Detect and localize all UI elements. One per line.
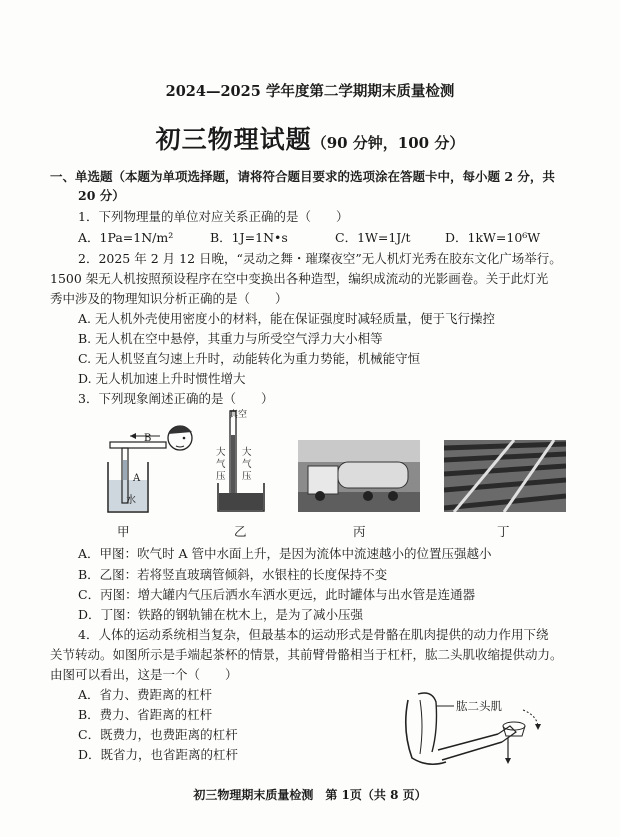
q4-option-a: A．省力、费距离的杠杆 (78, 687, 213, 702)
fig-jia-label-a: A (133, 473, 141, 484)
caption-yi: 乙 (234, 524, 247, 539)
q4-stem-line1: 4．人体的运动系统相当复杂，但最基本的运动形式是骨骼在肌肉提供的动力作用下绕 (78, 627, 549, 642)
fig-jia-label-b: B (144, 433, 152, 444)
q4-option-d: D．既省力，也省距离的杠杆 (78, 747, 239, 762)
q2-option-a: A. 无人机外壳使用密度小的材料，能在保证强度时减轻质量，便于飞行操控 (78, 311, 495, 326)
caption-bing: 丙 (353, 524, 366, 539)
caption-jia: 甲 (117, 524, 130, 539)
q1-option-d: D．1kW=10⁶W (445, 230, 541, 245)
caption-ding: 丁 (497, 524, 510, 539)
figure-ding-railway-photo (444, 440, 566, 512)
section-heading-cont: 20 分） (78, 188, 125, 203)
figure-arm-lever (398, 680, 548, 775)
fig-yi-label-atm-right: 大气压 (242, 447, 252, 482)
q2-option-b: B. 无人机在空中悬停，其重力与所受空气浮力大小相等 (78, 331, 383, 346)
figure-jia (100, 410, 200, 520)
q1-option-a: A．1Pa=1N/m² (78, 230, 174, 245)
fig-yi-label-atm-left: 大气压 (216, 447, 226, 482)
q3-option-d: D．丁图：铁路的钢轨铺在枕木上，是为了减小压强 (78, 607, 364, 622)
q2-option-d: D. 无人机加速上升时惯性增大 (78, 371, 246, 386)
q2-option-c: C. 无人机竖直匀速上升时，动能转化为重力势能，机械能守恒 (78, 351, 421, 366)
q4-stem-line3: 由图可以看出，这是一个（ ） (50, 667, 238, 682)
q3-option-a: A．甲图：吹气时 A 管中水面上升，是因为流体中流速越小的位置压强越小 (78, 546, 492, 561)
q4-option-b: B．费力、省距离的杠杆 (78, 707, 213, 722)
exam-meta: （90 分钟，100 分） (311, 134, 465, 152)
q3-option-c: C．丙图：增大罐内气压后洒水车洒水更远，此时罐体与出水管是连通器 (78, 587, 476, 602)
q2-stem-line3: 秀中涉及的物理知识分析正确的是（ ） (50, 291, 288, 306)
fig-arm-label-biceps: 肱二头肌 (456, 699, 502, 713)
q2-stem-line2: 1500 架无人机按照预设程序在空中变换出各种造型，编织成流动的光影画卷。关于此灯光 (50, 271, 549, 286)
figure-bing-truck-photo (298, 440, 420, 512)
q1-option-c: C．1W=1J/t (335, 230, 411, 245)
exam-title-block (0, 120, 620, 156)
fig-jia-label-water: 水 (126, 495, 136, 506)
exam-period-title: 2024—2025 学年度第二学期期末质量检测 (165, 83, 455, 100)
q4-stem-line2: 关节转动。如图所示是手端起茶杯的情景，其前臂骨骼相当于杠杆，肱二头肌收缩提供动力。 (50, 647, 563, 662)
q2-stem-line1: 2．2025 年 2 月 12 日晚，“灵动之舞・璀璨夜空”无人机灯光秀在胶东文化广场举行。 (78, 251, 562, 266)
page-footer: 初三物理期末质量检测 第 1页（共 8 页） (193, 788, 427, 802)
q1-stem: 1．下列物理量的单位对应关系正确的是（ ） (78, 209, 349, 224)
exam-title: 初三物理试题 (155, 125, 312, 154)
q3-stem: 3．下列现象阐述正确的是（ ） (78, 391, 274, 406)
q3-option-b: B．乙图：若将竖直玻璃管倾斜，水银柱的长度保持不变 (78, 567, 388, 582)
q1-option-b: B．1J=1N•s (210, 230, 288, 245)
q4-option-c: C．既费力，也费距离的杠杆 (78, 727, 238, 742)
fig-yi-label-vacuum: 真空 (229, 410, 248, 420)
section-heading: 一、单选题（本题为单项选择题，请将符合题目要求的选项涂在答题卡中，每小题 2 分，共 (50, 169, 555, 184)
